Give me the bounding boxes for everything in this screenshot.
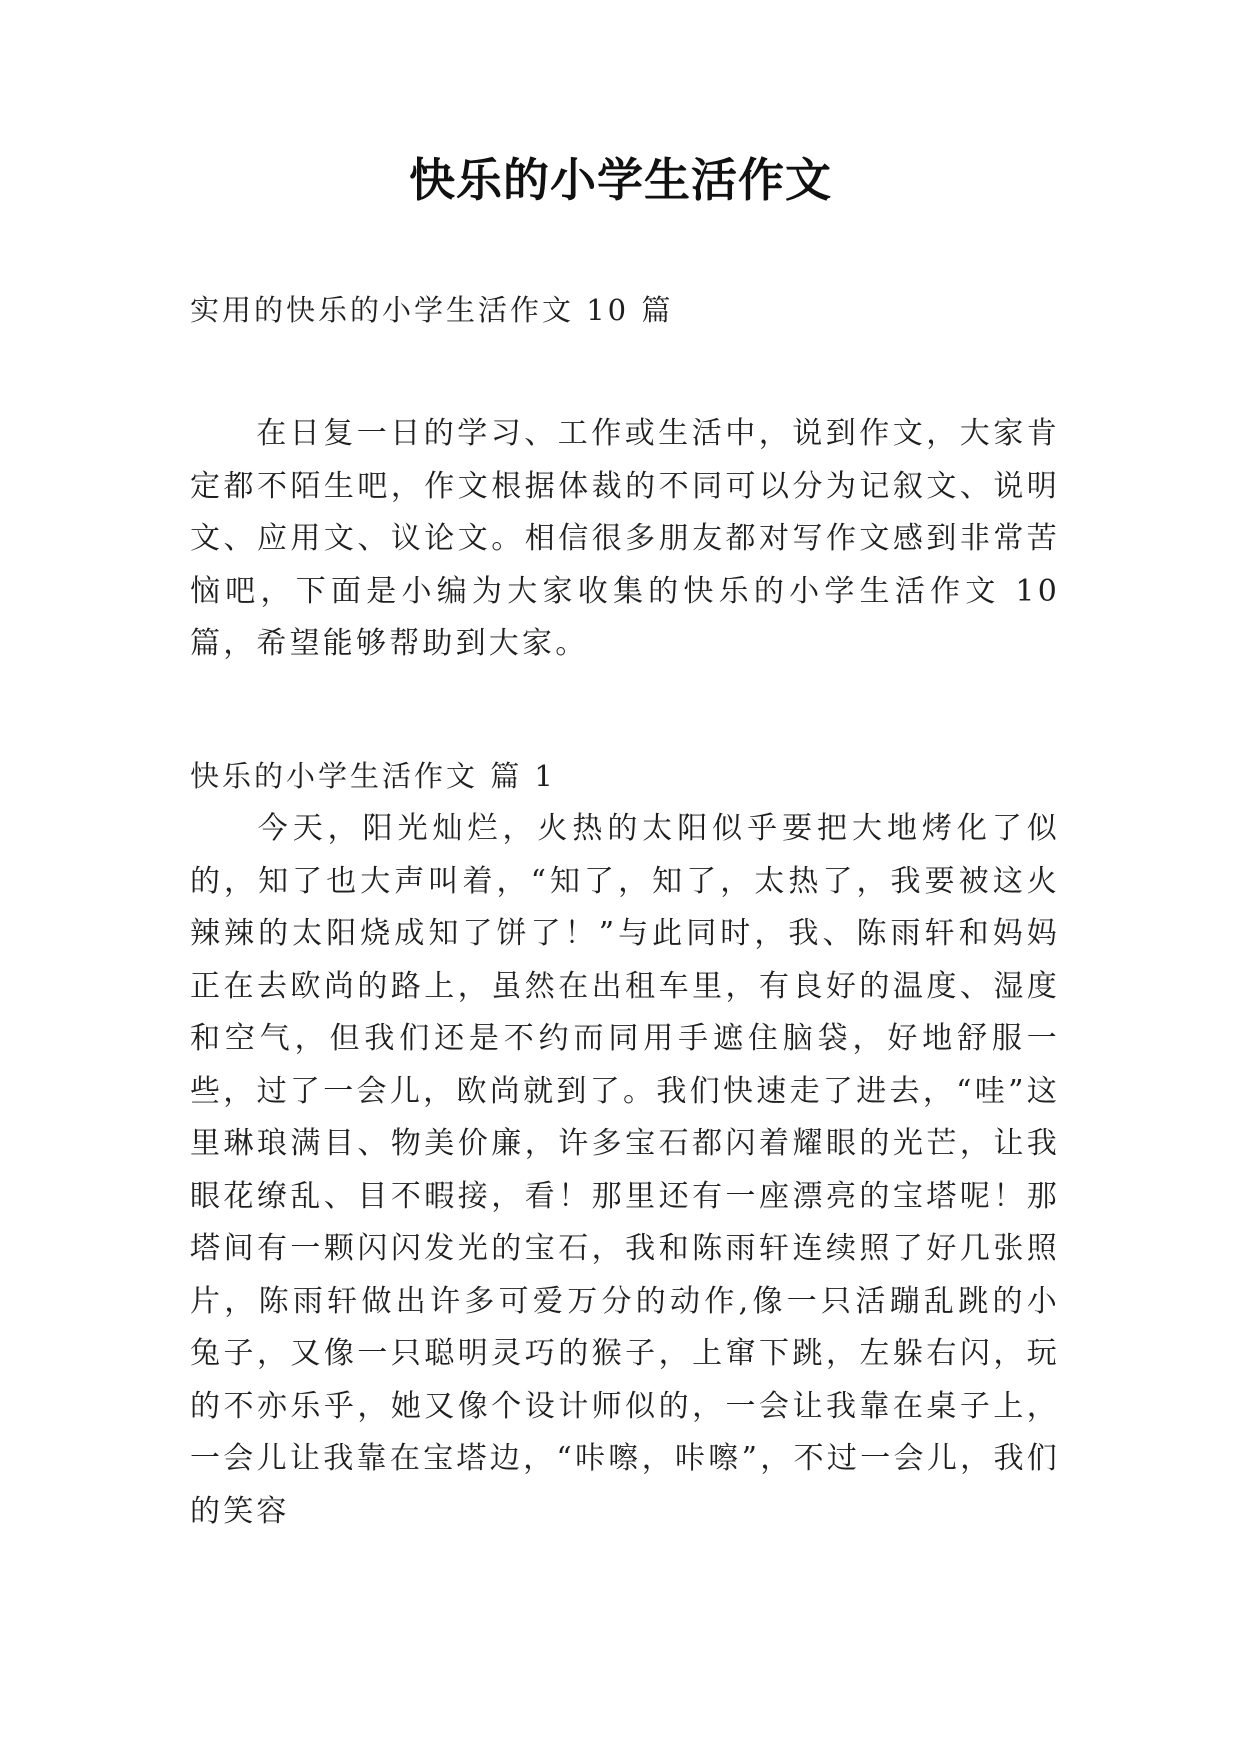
document-title: 快乐的小学生活作文 bbox=[409, 153, 832, 207]
section-heading: 快乐的小学生活作文 篇 1 bbox=[190, 759, 556, 793]
intro-paragraph bbox=[190, 408, 1060, 671]
intro-text: 在日复一日的学习、工作或生活中，说到作文，大家肯定都不陌生吧，作文根据体裁的不同可以分为记叙文、说明文、应用文、议论文。相信很多朋友都对写作文感到非常苦恼吧，下面是小编为大家收集的快乐的小学生活作文 10 篇，希望能够帮助到大家。 bbox=[190, 416, 1060, 661]
section-body-text: 今天，阳光灿烂，火热的太阳似乎要把大地烤化了似的，知了也大声叫着，“知了，知了，太热了，我要被这火辣辣的太阳烧成知了饼了！”与此同时，我、陈雨轩和妈妈正在去欧尚的路上，虽然在出租车里，有良好的温度、湿度和空气，但我们还是不约而同用手遮住脑袋，好地舒服一些，过了一会儿，欧尚就到了。我们快速走了进去，“哇”这里琳琅满目、物美价廉，许多宝石都闪着耀眼的光芒，让我眼花缭乱、目不暇接，看！那里还有一座漂亮的宝塔呢！那塔间有一颗闪闪发光的宝石，我和陈雨轩连续照了好几张照片，陈雨轩做出许多可爱万分的动作,像一只活蹦乱跳的小兔子，又像一只聪明灵巧的猴子，上窜下跳，左躲右闪，玩的不亦乐乎，她又像个设计师似的，一会让我靠在桌子上，一会儿让我靠在宝塔边，“咔嚓，咔嚓”，不过一会儿，我们的笑容 bbox=[190, 811, 1060, 1529]
document-subtitle: 实用的快乐的小学生活作文 10 篇 bbox=[190, 293, 674, 327]
section-body-paragraph bbox=[190, 803, 1060, 1538]
